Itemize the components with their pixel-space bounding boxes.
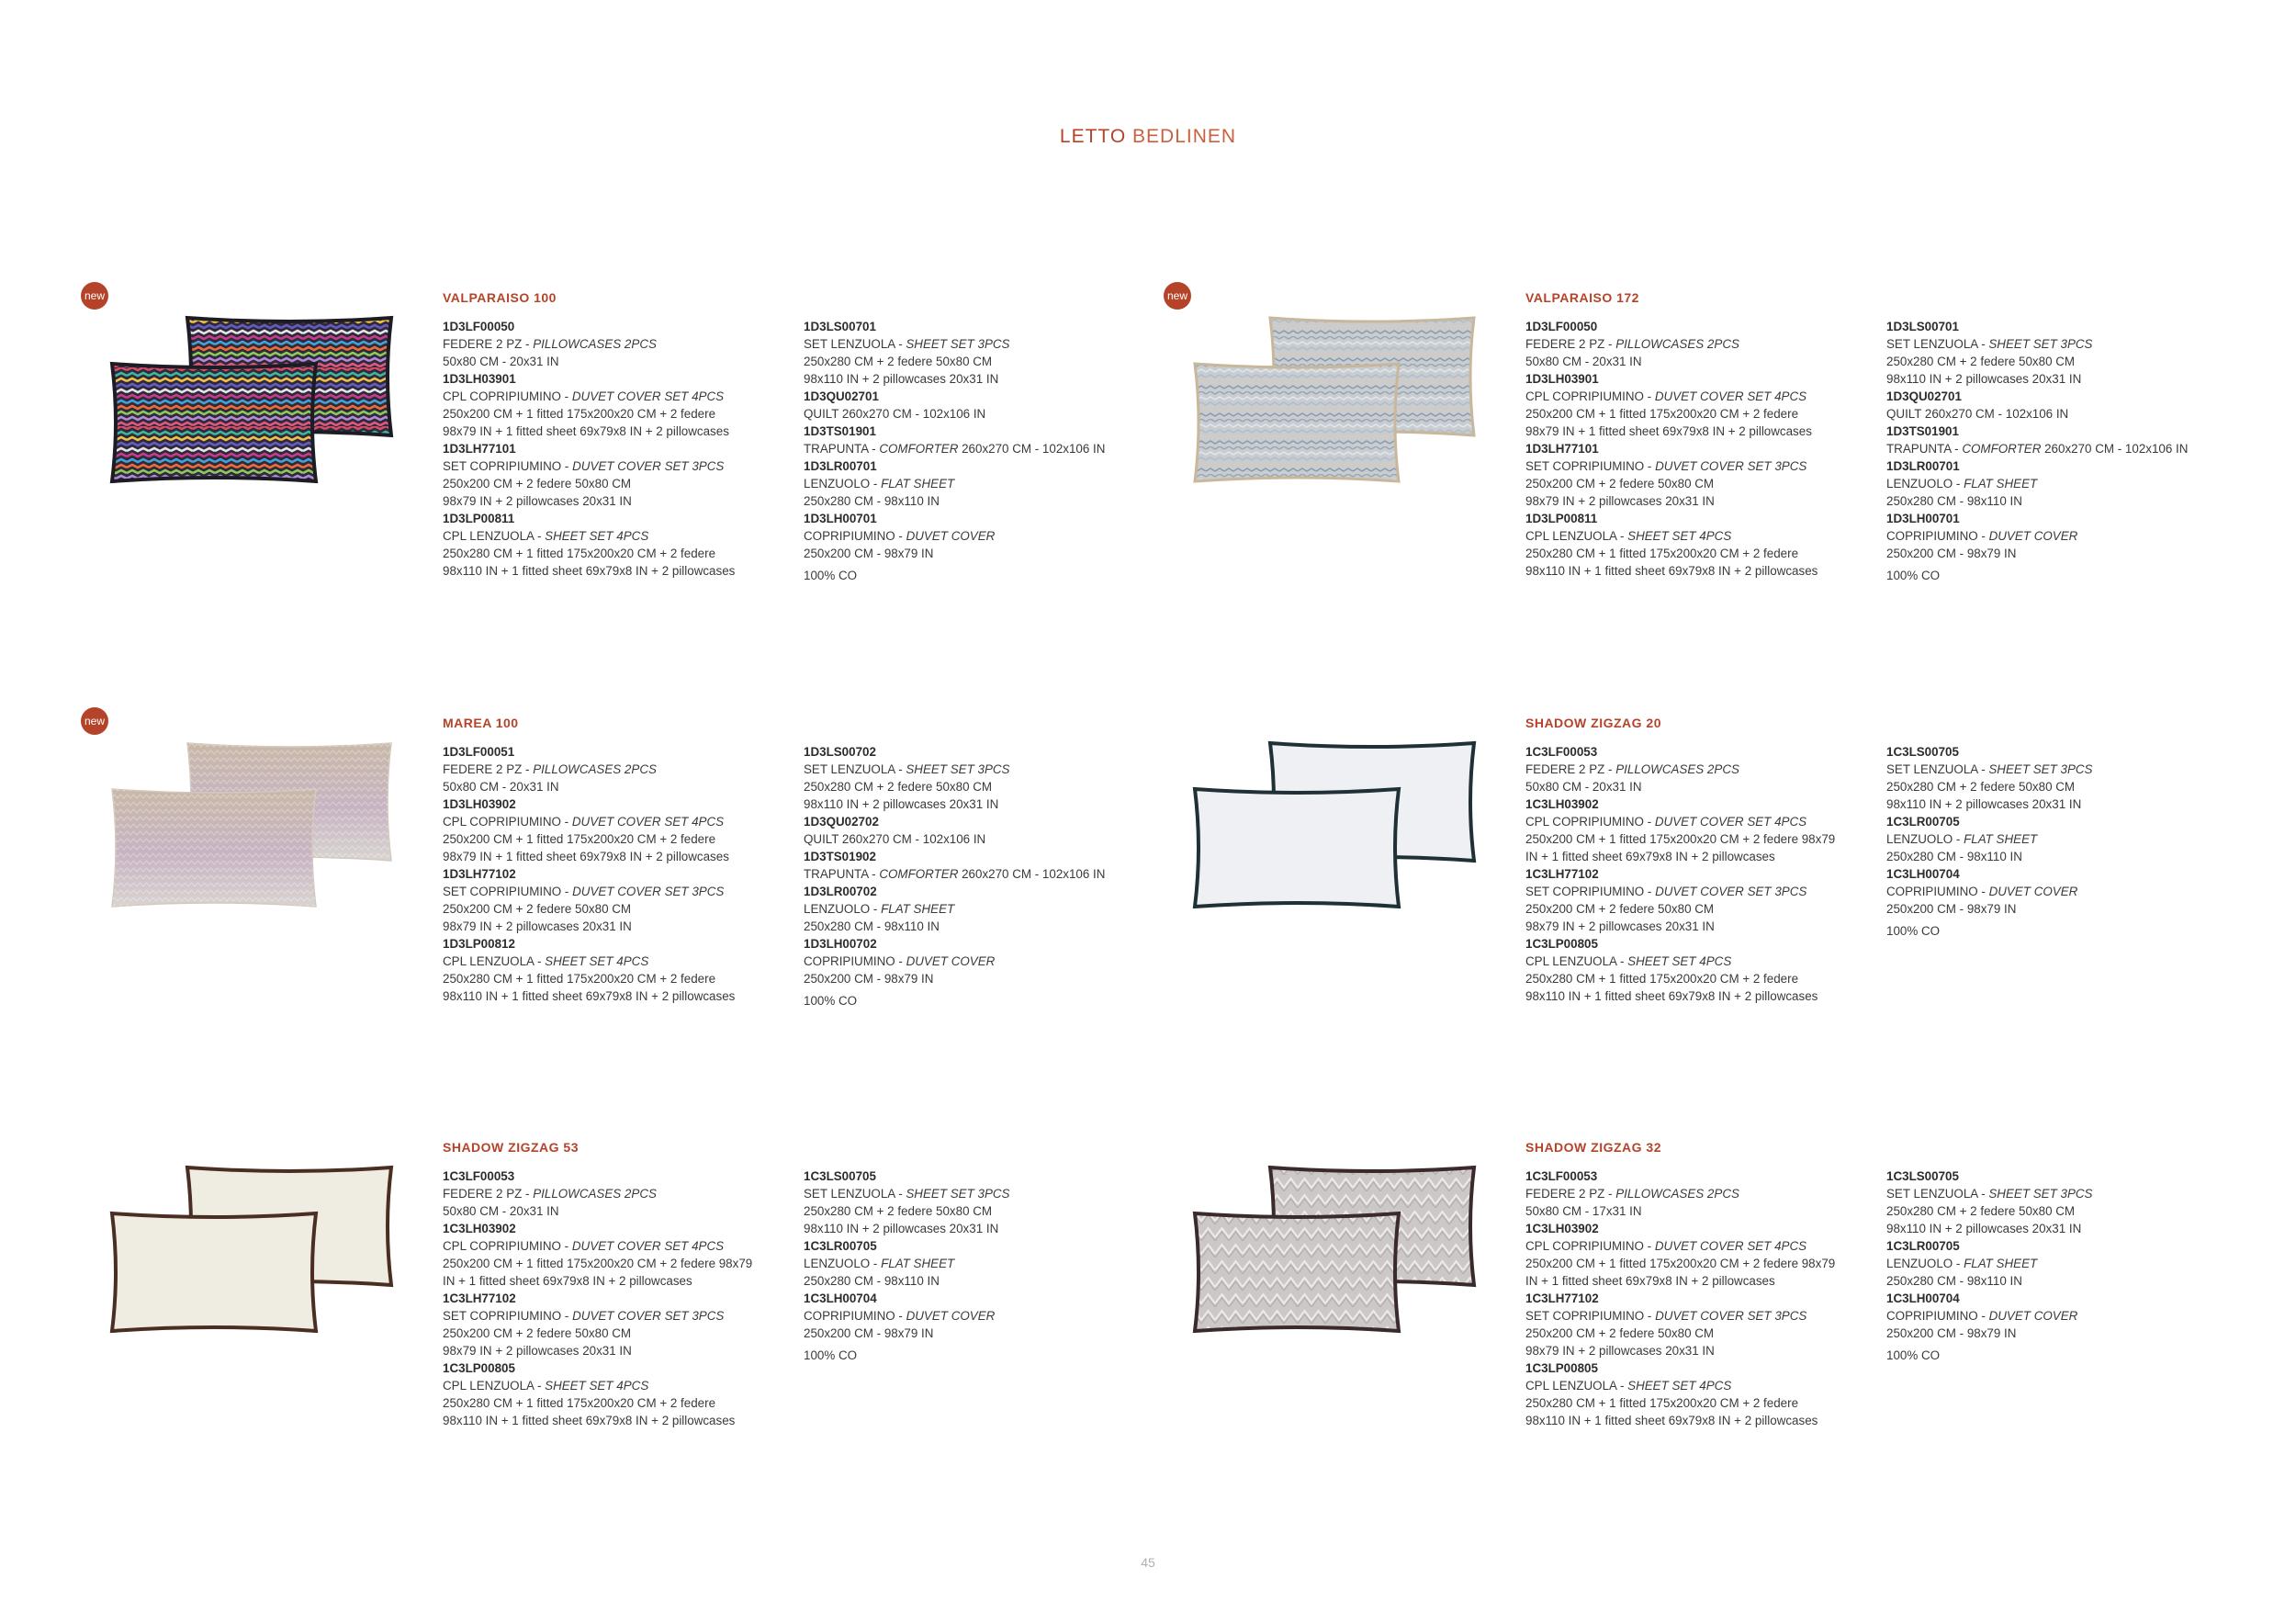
product-item xyxy=(1886,423,2240,457)
product-item xyxy=(443,865,796,935)
product-detail: 50x80 CM - 20x31 IN xyxy=(443,1204,559,1218)
product-column-right xyxy=(1886,318,2240,584)
pillow-image xyxy=(1187,734,1481,945)
product-code: 1D3LF00050 xyxy=(443,320,515,333)
product-code: 1D3LH77102 xyxy=(443,867,516,881)
product-detail: 250x280 CM + 2 federe 50x80 CM xyxy=(804,355,993,368)
product-item xyxy=(443,318,796,370)
product-detail: 250x200 CM + 1 fitted 175x200x20 CM + 2 federe xyxy=(1525,407,1799,421)
page-number: 45 xyxy=(1141,1555,1155,1570)
product-detail: 50x80 CM - 17x31 IN xyxy=(1525,1204,1642,1218)
product-label: CPL LENZUOLA - SHEET SET 4PCS xyxy=(1525,954,1732,968)
product-name: VALPARAISO 172 xyxy=(1525,290,1639,305)
product-label: CPL LENZUOLA - SHEET SET 4PCS xyxy=(443,954,649,968)
product-label: COPRIPIUMINO - DUVET COVER xyxy=(804,529,996,543)
product-detail: 250x280 CM + 1 fitted 175x200x20 CM + 2 federe xyxy=(1525,547,1799,560)
product-detail: 98x110 IN + 2 pillowcases 20x31 IN xyxy=(1886,372,2082,386)
product-code: 1D3QU02701 xyxy=(804,389,879,403)
product-detail: 50x80 CM - 20x31 IN xyxy=(1525,780,1642,794)
product-detail: 98x110 IN + 2 pillowcases 20x31 IN xyxy=(1886,797,2082,811)
product-code: 1D3LH77101 xyxy=(443,442,516,456)
pillow-image xyxy=(105,734,399,945)
product-item xyxy=(804,743,1157,813)
front-pillow xyxy=(112,364,316,481)
product-label: SET LENZUOLA - SHEET SET 3PCS xyxy=(1886,337,2093,351)
product-detail: 98x110 IN + 1 fitted sheet 69x79x8 IN + 2 pillowcases xyxy=(1525,989,1818,1003)
product-code: 1D3TS01902 xyxy=(804,850,876,863)
product-detail: 250x280 CM + 2 federe 50x80 CM xyxy=(804,780,993,794)
product-detail: 98x79 IN + 1 fitted sheet 69x79x8 IN + 2 pillowcases xyxy=(443,424,729,438)
product-code: 1C3LR00705 xyxy=(1886,1239,1960,1253)
product-label: LENZUOLO - FLAT SHEET xyxy=(804,1257,955,1270)
product-label: QUILT 260x270 CM - 102x106 IN xyxy=(1886,407,2069,421)
product-detail: 250x280 CM - 98x110 IN xyxy=(1886,494,2022,508)
front-pillow xyxy=(1195,364,1399,481)
product-block xyxy=(81,290,1165,639)
product-code: 1C3LP00805 xyxy=(443,1361,515,1375)
product-code: 1D3LP00811 xyxy=(443,512,515,525)
product-item xyxy=(1886,813,2240,865)
product-label: TRAPUNTA - COMFORTER 260x270 CM - 102x106 IN xyxy=(804,442,1106,456)
product-label: LENZUOLO - FLAT SHEET xyxy=(1886,1257,2038,1270)
product-detail: 250x200 CM + 1 fitted 175x200x20 CM + 2 federe xyxy=(443,407,716,421)
product-item xyxy=(804,848,1157,883)
product-code: 1C3LR00705 xyxy=(1886,815,1960,829)
product-code: 1C3LH03902 xyxy=(443,1222,516,1235)
product-column-left xyxy=(1525,318,1879,580)
product-code: 1D3LS00701 xyxy=(1886,320,1959,333)
product-column-left xyxy=(1525,743,1879,1005)
product-block xyxy=(81,716,1165,1065)
front-pillow xyxy=(112,1213,316,1331)
product-item xyxy=(1525,510,1879,580)
product-block xyxy=(1164,290,2247,639)
product-detail: 250x280 CM + 2 federe 50x80 CM xyxy=(1886,355,2076,368)
product-label: CPL COPRIPIUMINO - DUVET COVER SET 4PCS xyxy=(1525,1239,1807,1253)
product-code: 1D3QU02701 xyxy=(1886,389,1962,403)
product-block xyxy=(81,1140,1165,1489)
product-label: LENZUOLO - FLAT SHEET xyxy=(804,902,955,916)
product-detail: 250x200 CM - 98x79 IN xyxy=(804,1326,934,1340)
product-code: 1C3LF00053 xyxy=(1525,745,1598,759)
product-detail: 50x80 CM - 20x31 IN xyxy=(1525,355,1642,368)
pillow-image xyxy=(1187,1158,1481,1370)
product-label: FEDERE 2 PZ - PILLOWCASES 2PCS xyxy=(443,337,657,351)
new-badge: new xyxy=(81,282,108,310)
product-detail: 98x110 IN + 1 fitted sheet 69x79x8 IN + 2 pillowcases xyxy=(443,989,736,1003)
product-detail: 250x280 CM + 1 fitted 175x200x20 CM + 2 federe xyxy=(443,1396,716,1410)
product-code: 1D3LF00051 xyxy=(443,745,515,759)
product-detail: 98x110 IN + 2 pillowcases 20x31 IN xyxy=(804,1222,999,1235)
product-item xyxy=(1886,510,2240,562)
product-detail: IN + 1 fitted sheet 69x79x8 IN + 2 pillowcases xyxy=(443,1274,692,1288)
product-item xyxy=(1886,865,2240,918)
product-detail: 98x79 IN + 1 fitted sheet 69x79x8 IN + 2 pillowcases xyxy=(443,850,729,863)
product-code: 1D3LP00811 xyxy=(1525,512,1598,525)
product-label: COPRIPIUMINO - DUVET COVER xyxy=(1886,885,2078,898)
product-detail: 250x280 CM - 98x110 IN xyxy=(1886,850,2022,863)
product-item xyxy=(443,935,796,1005)
product-item xyxy=(1525,1290,1879,1359)
product-detail: 98x79 IN + 1 fitted sheet 69x79x8 IN + 2 pillowcases xyxy=(1525,424,1812,438)
product-code: 1C3LF00053 xyxy=(443,1169,515,1183)
pillow-image xyxy=(105,1158,399,1370)
product-label: SET LENZUOLA - SHEET SET 3PCS xyxy=(804,762,1010,776)
product-code: 1D3LR00702 xyxy=(804,885,877,898)
product-detail: 250x200 CM + 2 federe 50x80 CM xyxy=(443,1326,632,1340)
product-detail: 250x200 CM + 1 fitted 175x200x20 CM + 2 federe 98x79 xyxy=(443,1257,753,1270)
product-label: FEDERE 2 PZ - PILLOWCASES 2PCS xyxy=(443,762,657,776)
product-item xyxy=(1886,1290,2240,1342)
product-label: SET LENZUOLA - SHEET SET 3PCS xyxy=(804,1187,1010,1201)
product-detail: 98x110 IN + 1 fitted sheet 69x79x8 IN + 2 pillowcases xyxy=(1525,1414,1818,1427)
product-label: COPRIPIUMINO - DUVET COVER xyxy=(1886,1309,2078,1323)
product-item xyxy=(1886,457,2240,510)
product-item xyxy=(1886,743,2240,813)
product-detail: 250x200 CM + 2 federe 50x80 CM xyxy=(443,477,632,491)
product-item xyxy=(1525,865,1879,935)
product-label: COPRIPIUMINO - DUVET COVER xyxy=(804,1309,996,1323)
product-item xyxy=(1886,318,2240,388)
product-detail: 250x280 CM + 1 fitted 175x200x20 CM + 2 federe xyxy=(1525,1396,1799,1410)
product-column-right xyxy=(1886,743,2240,940)
product-detail: 250x200 CM - 98x79 IN xyxy=(804,547,934,560)
product-detail: 250x280 CM - 98x110 IN xyxy=(804,919,940,933)
front-pillow xyxy=(1195,1213,1399,1331)
product-code: 1C3LH00704 xyxy=(1886,1291,1960,1305)
product-code: 1D3LH03901 xyxy=(443,372,516,386)
product-detail: 98x110 IN + 2 pillowcases 20x31 IN xyxy=(804,372,999,386)
product-detail: 250x280 CM - 98x110 IN xyxy=(804,1274,940,1288)
title-italian: LETTO xyxy=(1059,126,1127,147)
product-label: SET COPRIPIUMINO - DUVET COVER SET 3PCS xyxy=(1525,885,1807,898)
product-code: 1C3LS00705 xyxy=(1886,745,1959,759)
product-item xyxy=(804,935,1157,987)
product-detail: 50x80 CM - 20x31 IN xyxy=(443,355,559,368)
product-block xyxy=(1164,716,2247,1065)
product-detail: 250x200 CM + 2 federe 50x80 CM xyxy=(1525,1326,1715,1340)
composition: 100% CO xyxy=(1886,924,1941,938)
product-column-left xyxy=(1525,1167,1879,1429)
product-code: 1C3LS00705 xyxy=(1886,1169,1959,1183)
product-column-left xyxy=(443,1167,796,1429)
product-code: 1C3LH77102 xyxy=(443,1291,516,1305)
product-detail: 250x200 CM - 98x79 IN xyxy=(1886,902,2017,916)
new-badge: new xyxy=(1164,282,1191,310)
product-label: CPL COPRIPIUMINO - DUVET COVER SET 4PCS xyxy=(443,815,725,829)
product-item xyxy=(443,440,796,510)
product-detail: 250x200 CM - 98x79 IN xyxy=(1886,1326,2017,1340)
product-code: 1D3TS01901 xyxy=(804,424,876,438)
product-item xyxy=(443,1359,796,1429)
product-item xyxy=(1525,370,1879,440)
product-detail: 250x200 CM + 1 fitted 175x200x20 CM + 2 federe 98x79 xyxy=(1525,832,1836,846)
product-detail: 98x79 IN + 2 pillowcases 20x31 IN xyxy=(443,1344,632,1358)
product-detail: 250x280 CM + 1 fitted 175x200x20 CM + 2 federe xyxy=(1525,972,1799,986)
product-detail: 250x280 CM - 98x110 IN xyxy=(804,494,940,508)
product-label: LENZUOLO - FLAT SHEET xyxy=(1886,477,2038,491)
product-detail: IN + 1 fitted sheet 69x79x8 IN + 2 pillowcases xyxy=(1525,850,1775,863)
product-code: 1C3LP00805 xyxy=(1525,1361,1598,1375)
product-code: 1C3LH00704 xyxy=(804,1291,877,1305)
product-label: FEDERE 2 PZ - PILLOWCASES 2PCS xyxy=(1525,1187,1739,1201)
page-title xyxy=(0,126,2296,148)
product-detail: 250x280 CM + 2 federe 50x80 CM xyxy=(1886,780,2076,794)
composition: 100% CO xyxy=(804,1348,858,1362)
product-label: CPL LENZUOLA - SHEET SET 4PCS xyxy=(1525,529,1732,543)
product-label: FEDERE 2 PZ - PILLOWCASES 2PCS xyxy=(1525,337,1739,351)
product-code: 1D3LH00701 xyxy=(804,512,877,525)
product-code: 1C3LH77102 xyxy=(1525,1291,1599,1305)
product-detail: 250x280 CM - 98x110 IN xyxy=(1886,1274,2022,1288)
product-item xyxy=(804,318,1157,388)
product-item xyxy=(443,1290,796,1359)
product-detail: 250x200 CM - 98x79 IN xyxy=(1886,547,2017,560)
product-item xyxy=(804,510,1157,562)
product-label: QUILT 260x270 CM - 102x106 IN xyxy=(804,407,986,421)
product-detail: 250x200 CM + 2 federe 50x80 CM xyxy=(443,902,632,916)
product-item xyxy=(804,883,1157,935)
product-label: QUILT 260x270 CM - 102x106 IN xyxy=(804,832,986,846)
product-label: FEDERE 2 PZ - PILLOWCASES 2PCS xyxy=(443,1187,657,1201)
product-code: 1D3LS00701 xyxy=(804,320,876,333)
product-code: 1D3LH03901 xyxy=(1525,372,1599,386)
product-label: COPRIPIUMINO - DUVET COVER xyxy=(1886,529,2078,543)
product-detail: 250x280 CM + 1 fitted 175x200x20 CM + 2 federe xyxy=(443,547,716,560)
product-label: FEDERE 2 PZ - PILLOWCASES 2PCS xyxy=(1525,762,1739,776)
product-code: 1D3TS01901 xyxy=(1886,424,1959,438)
product-item xyxy=(443,743,796,795)
product-item xyxy=(443,1220,796,1290)
product-label: SET LENZUOLA - SHEET SET 3PCS xyxy=(1886,762,2093,776)
product-item xyxy=(1525,935,1879,1005)
product-code: 1C3LS00705 xyxy=(804,1169,876,1183)
composition: 100% CO xyxy=(1886,569,1941,582)
product-name: VALPARAISO 100 xyxy=(443,290,557,305)
product-name: SHADOW ZIGZAG 20 xyxy=(1525,716,1662,730)
product-block xyxy=(1164,1140,2247,1489)
product-code: 1C3LP00805 xyxy=(1525,937,1598,951)
product-label: CPL COPRIPIUMINO - DUVET COVER SET 4PCS xyxy=(1525,815,1807,829)
product-label: CPL LENZUOLA - SHEET SET 4PCS xyxy=(443,529,649,543)
product-item xyxy=(1886,1237,2240,1290)
product-label: TRAPUNTA - COMFORTER 260x270 CM - 102x106 IN xyxy=(1886,442,2189,456)
product-code: 1D3LR00701 xyxy=(804,459,877,473)
product-item xyxy=(1525,795,1879,865)
product-code: 1D3LH00702 xyxy=(804,937,877,951)
product-item xyxy=(1525,1359,1879,1429)
product-label: TRAPUNTA - COMFORTER 260x270 CM - 102x106 IN xyxy=(804,867,1106,881)
product-label: SET COPRIPIUMINO - DUVET COVER SET 3PCS xyxy=(443,459,725,473)
product-code: 1D3LP00812 xyxy=(443,937,515,951)
product-code: 1C3LH03902 xyxy=(1525,797,1599,811)
product-column-right xyxy=(1886,1167,2240,1364)
product-item xyxy=(443,370,796,440)
product-code: 1D3LH77101 xyxy=(1525,442,1599,456)
composition: 100% CO xyxy=(804,994,858,1008)
front-pillow xyxy=(1195,789,1399,907)
product-detail: 250x280 CM + 2 federe 50x80 CM xyxy=(1886,1204,2076,1218)
product-item xyxy=(804,813,1157,848)
product-detail: 250x200 CM + 2 federe 50x80 CM xyxy=(1525,902,1715,916)
product-item xyxy=(443,1167,796,1220)
product-item xyxy=(804,457,1157,510)
product-label: SET LENZUOLA - SHEET SET 3PCS xyxy=(804,337,1010,351)
product-name: SHADOW ZIGZAG 53 xyxy=(443,1140,580,1155)
product-detail: 98x110 IN + 1 fitted sheet 69x79x8 IN + 2 pillowcases xyxy=(443,564,736,578)
product-label: SET LENZUOLA - SHEET SET 3PCS xyxy=(1886,1187,2093,1201)
product-item xyxy=(1886,1167,2240,1237)
product-detail: 98x79 IN + 2 pillowcases 20x31 IN xyxy=(443,494,632,508)
product-code: 1C3LF00053 xyxy=(1525,1169,1598,1183)
product-label: COPRIPIUMINO - DUVET COVER xyxy=(804,954,996,968)
product-code: 1C3LH03902 xyxy=(1525,1222,1599,1235)
product-item xyxy=(804,388,1157,423)
product-name: MAREA 100 xyxy=(443,716,519,730)
product-column-right xyxy=(804,318,1157,584)
product-item xyxy=(1525,743,1879,795)
product-code: 1D3LR00701 xyxy=(1886,459,1960,473)
product-detail: 250x200 CM - 98x79 IN xyxy=(804,972,934,986)
product-label: SET COPRIPIUMINO - DUVET COVER SET 3PCS xyxy=(443,885,725,898)
product-column-right xyxy=(804,743,1157,1009)
product-item xyxy=(804,1290,1157,1342)
product-item xyxy=(1886,388,2240,423)
title-english: BEDLINEN xyxy=(1126,126,1237,147)
product-item xyxy=(443,510,796,580)
product-label: CPL COPRIPIUMINO - DUVET COVER SET 4PCS xyxy=(443,389,725,403)
product-label: CPL LENZUOLA - SHEET SET 4PCS xyxy=(443,1379,649,1393)
product-detail: 98x79 IN + 2 pillowcases 20x31 IN xyxy=(1525,1344,1715,1358)
product-detail: 98x110 IN + 1 fitted sheet 69x79x8 IN + 2 pillowcases xyxy=(443,1414,736,1427)
product-detail: 98x110 IN + 2 pillowcases 20x31 IN xyxy=(804,797,999,811)
product-item xyxy=(1525,1167,1879,1220)
product-code: 1D3LS00702 xyxy=(804,745,876,759)
product-label: LENZUOLO - FLAT SHEET xyxy=(1886,832,2038,846)
product-column-left xyxy=(443,743,796,1005)
product-name: SHADOW ZIGZAG 32 xyxy=(1525,1140,1662,1155)
product-item xyxy=(804,1167,1157,1237)
product-item xyxy=(804,423,1157,457)
product-detail: 250x280 CM + 2 federe 50x80 CM xyxy=(804,1204,993,1218)
product-detail: 250x200 CM + 1 fitted 175x200x20 CM + 2 federe xyxy=(443,832,716,846)
product-code: 1D3LH03902 xyxy=(443,797,516,811)
product-detail: IN + 1 fitted sheet 69x79x8 IN + 2 pillowcases xyxy=(1525,1274,1775,1288)
product-detail: 98x110 IN + 1 fitted sheet 69x79x8 IN + 2 pillowcases xyxy=(1525,564,1818,578)
product-code: 1C3LH77102 xyxy=(1525,867,1599,881)
product-code: 1D3QU02702 xyxy=(804,815,879,829)
product-column-left xyxy=(443,318,796,580)
product-label: SET COPRIPIUMINO - DUVET COVER SET 3PCS xyxy=(1525,1309,1807,1323)
pillow-image xyxy=(105,309,399,520)
product-label: CPL COPRIPIUMINO - DUVET COVER SET 4PCS xyxy=(443,1239,725,1253)
product-code: 1C3LH00704 xyxy=(1886,867,1960,881)
product-detail: 98x110 IN + 2 pillowcases 20x31 IN xyxy=(1886,1222,2082,1235)
pillow-texture xyxy=(112,789,316,907)
product-item xyxy=(443,795,796,865)
product-item xyxy=(804,1237,1157,1290)
new-badge: new xyxy=(81,707,108,735)
product-detail: 250x200 CM + 1 fitted 175x200x20 CM + 2 federe 98x79 xyxy=(1525,1257,1836,1270)
composition: 100% CO xyxy=(804,569,858,582)
product-label: CPL LENZUOLA - SHEET SET 4PCS xyxy=(1525,1379,1732,1393)
pillow-image xyxy=(1187,309,1481,520)
composition: 100% CO xyxy=(1886,1348,1941,1362)
product-detail: 50x80 CM - 20x31 IN xyxy=(443,780,559,794)
product-detail: 98x79 IN + 2 pillowcases 20x31 IN xyxy=(1525,919,1715,933)
product-detail: 250x280 CM + 1 fitted 175x200x20 CM + 2 federe xyxy=(443,972,716,986)
product-code: 1C3LR00705 xyxy=(804,1239,877,1253)
product-detail: 98x79 IN + 2 pillowcases 20x31 IN xyxy=(443,919,632,933)
product-item xyxy=(1525,440,1879,510)
product-label: SET COPRIPIUMINO - DUVET COVER SET 3PCS xyxy=(1525,459,1807,473)
product-label: SET COPRIPIUMINO - DUVET COVER SET 3PCS xyxy=(443,1309,725,1323)
product-item xyxy=(1525,1220,1879,1290)
product-column-right xyxy=(804,1167,1157,1364)
product-label: CPL COPRIPIUMINO - DUVET COVER SET 4PCS xyxy=(1525,389,1807,403)
product-detail: 250x200 CM + 2 federe 50x80 CM xyxy=(1525,477,1715,491)
product-code: 1D3LH00701 xyxy=(1886,512,1960,525)
product-detail: 98x79 IN + 2 pillowcases 20x31 IN xyxy=(1525,494,1715,508)
product-label: LENZUOLO - FLAT SHEET xyxy=(804,477,955,491)
product-code: 1D3LF00050 xyxy=(1525,320,1598,333)
product-item xyxy=(1525,318,1879,370)
